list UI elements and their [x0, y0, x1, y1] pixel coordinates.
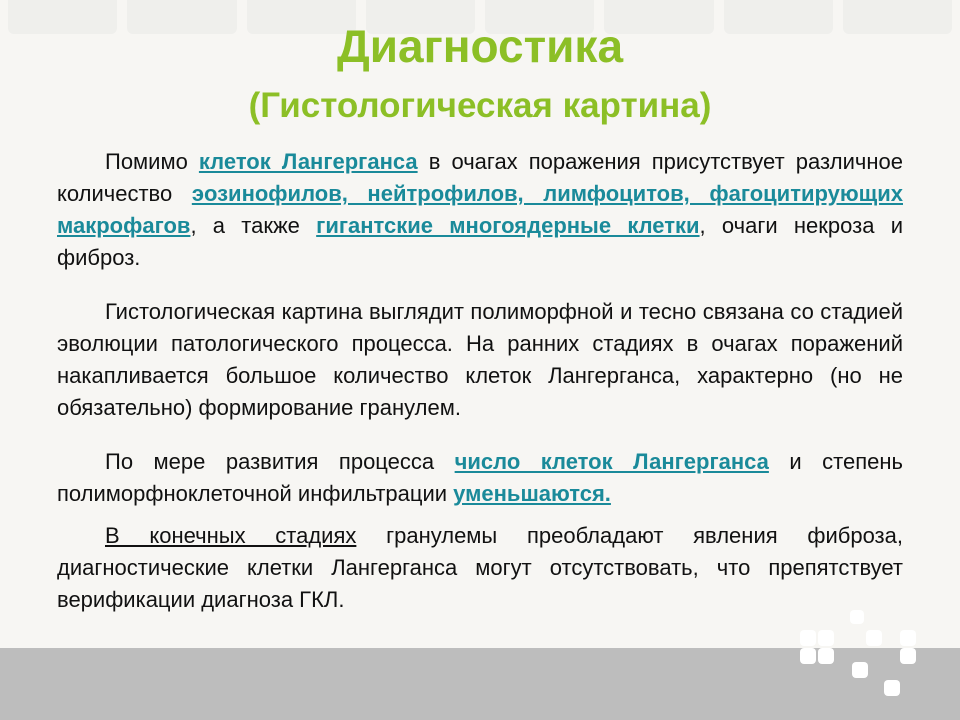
link-cell-types[interactable]: эозинофилов, нейтрофилов, лимфоцитов, фагоцитирующих макрофагов — [57, 181, 903, 238]
paragraph-2: Гистологическая картина выглядит полиморфной и тесно связана со стадией эволюции патологического процесса. На ранних стадиях в очагах поражений накапливается большое количество клеток Лангерганса, характерно (но не обязательно) формирование гранулем. — [57, 299, 903, 420]
decor-square — [900, 630, 916, 646]
decor-square — [818, 648, 834, 664]
paragraph-text: и степень полиморфноклеточной инфильтрации — [57, 449, 903, 506]
paragraph-text: Помимо — [105, 149, 199, 174]
slide-title: Диагностика — [336, 20, 624, 72]
paragraph-1 — [57, 146, 903, 274]
decor-square — [900, 648, 916, 664]
slide-body — [57, 146, 903, 616]
decor-square — [800, 648, 816, 664]
decor-square — [800, 630, 816, 646]
paragraph-text: , а также — [190, 213, 317, 238]
decor-square — [884, 680, 900, 696]
bottom-decor-band — [0, 648, 960, 720]
decor-square — [866, 630, 882, 646]
link-langerhans-count[interactable]: число клеток Лангерганса — [454, 449, 769, 474]
link-langerhans-cells[interactable]: клеток Лангерганса — [198, 149, 418, 174]
paragraph-3 — [57, 446, 903, 510]
paragraph-text: в очагах поражения присутствует различное количество — [57, 149, 903, 206]
decor-square — [818, 630, 834, 646]
paragraph-text: , очаги некроза и фиброз. — [57, 213, 903, 270]
paragraph-text: По мере развития процесса — [105, 449, 455, 474]
paragraph-text: гранулемы преобладают явления фиброза, диагностические клетки Лангерганса могут отсутствовать, что препятствует верификации диагноза ГКЛ. — [57, 523, 903, 612]
underlined-phrase: В конечных стадиях — [105, 523, 357, 548]
decor-square — [852, 662, 868, 678]
slide-subtitle: (Гистологическая картина) — [248, 86, 712, 125]
link-giant-cells[interactable]: гигантские многоядерные клетки — [316, 213, 700, 238]
link-decrease[interactable]: уменьшаются. — [453, 481, 611, 506]
paragraph-4 — [57, 520, 903, 616]
